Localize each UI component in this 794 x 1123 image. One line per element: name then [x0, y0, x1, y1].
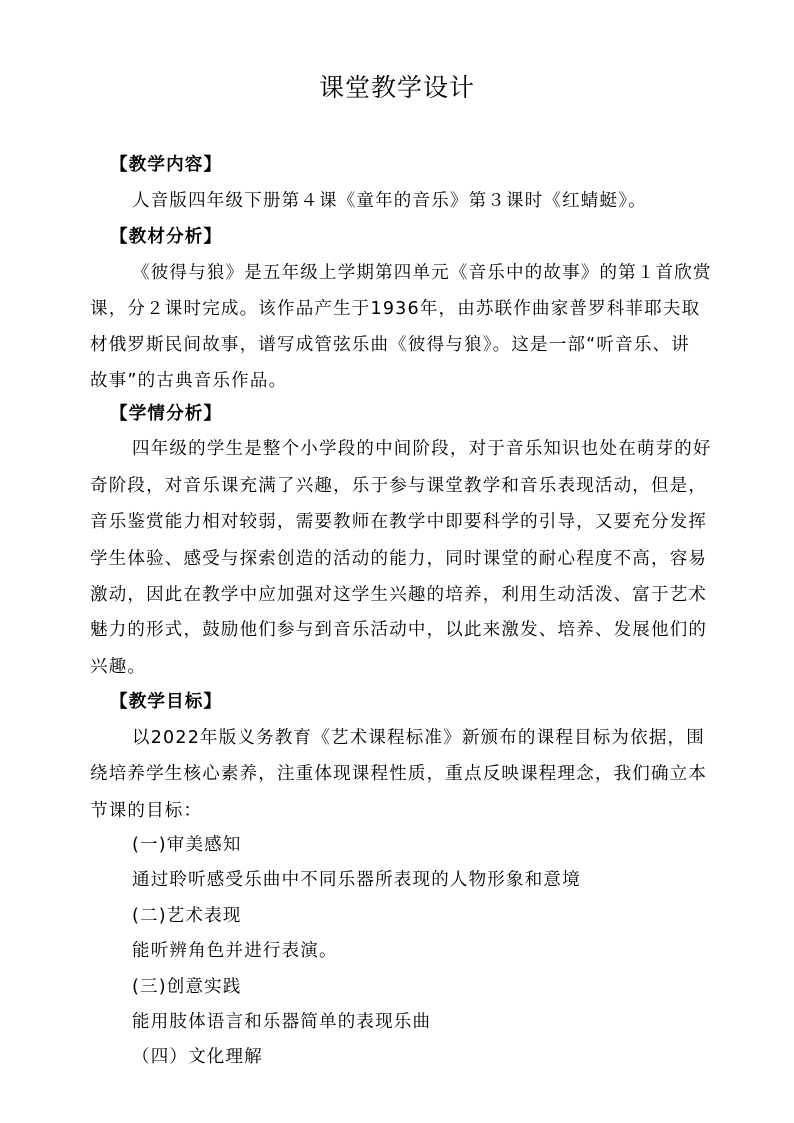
goal-label-creative: (三)创意实践 [132, 977, 242, 997]
paragraph-line: 节课的目标： [90, 801, 203, 821]
document-title: 课堂教学设计 [318, 73, 475, 102]
goal-text-creative: 能用肢体语言和乐器简单的表现乐曲 [132, 1012, 432, 1032]
paragraph-line: 材俄罗斯民间故事，谱写成管弦乐曲《彼得与狼》。这是一部“听音乐、讲 [90, 335, 690, 355]
goal-text-expression: 能听辨角色并进行表演。 [132, 941, 338, 961]
paragraph-line: 以2022年版义务教育《艺术课程标准》新颁布的课程目标为依据，围 [132, 728, 705, 748]
goal-label-expression: (二)艺术表现 [132, 906, 242, 926]
heading-material-analysis: 【教材分析】 [110, 227, 223, 247]
paragraph-line: 魅力的形式，鼓励他们参与到音乐活动中，以此来激发、培养、发展他们的 [90, 620, 708, 640]
paragraph-line: 奇阶段，对音乐课充满了兴趣，乐于参与课堂教学和音乐表现活动，但是， [90, 476, 708, 496]
heading-teaching-content: 【教学内容】 [110, 155, 223, 175]
paragraph-line: 音乐鉴赏能力相对较弱，需要教师在教学中即要科学的引导，又要充分发挥 [90, 512, 708, 532]
paragraph-line: 人音版四年级下册第４课《童年的音乐》第３课时《红蜻蜓》。 [132, 191, 647, 211]
paragraph-line: 激动，因此在教学中应加强对这学生兴趣的培养，利用生动活泼、富于艺术 [90, 585, 708, 605]
goal-label-culture: （四）文化理解 [132, 1047, 263, 1067]
paragraph-line: 故事”的古典音乐作品。 [90, 371, 288, 391]
heading-teaching-goals: 【教学目标】 [110, 692, 223, 712]
goal-text-aesthetic: 通过聆听感受乐曲中不同乐器所表现的人物形象和意境 [132, 870, 581, 890]
paragraph-line: 绕培养学生核心素养，注重体现课程性质，重点反映课程理念，我们确立本 [90, 764, 708, 784]
heading-student-analysis: 【学情分析】 [110, 404, 223, 424]
paragraph-line: 学生体验、感受与探索创造的活动的能力，同时课堂的耐心程度不高，容易 [90, 549, 708, 569]
paragraph-line: 兴趣。 [90, 657, 147, 677]
goal-label-aesthetic: (一)审美感知 [132, 835, 242, 855]
paragraph-line: 课，分２课时完成。该作品产生于1936年，由苏联作曲家普罗科菲耶夫取 [90, 299, 701, 319]
paragraph-line: 四年级的学生是整个小学段的中间阶段，对于音乐知识也处在萌芽的好 [132, 439, 712, 459]
paragraph-line: 《彼得与狼》是五年级上学期第四单元《音乐中的故事》的第１首欣赏 [132, 263, 712, 283]
